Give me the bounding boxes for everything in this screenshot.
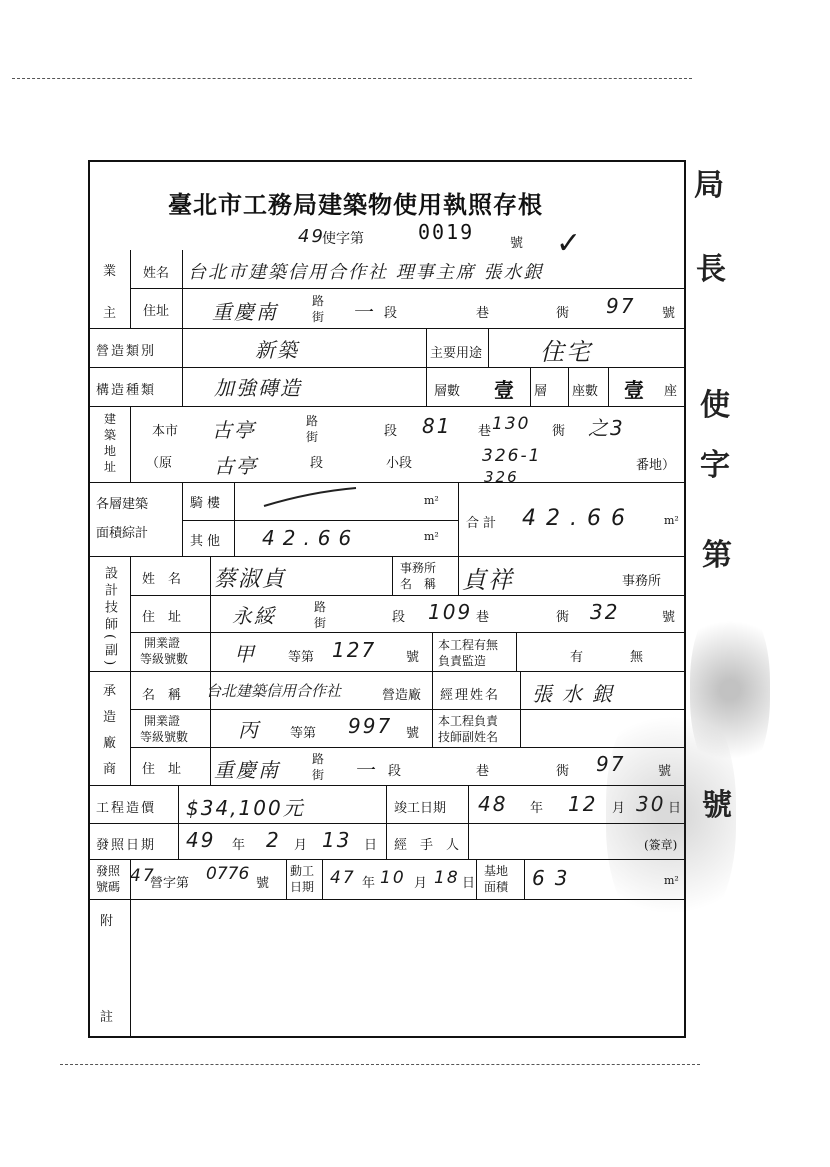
- designer-section-label: 設計技師(副): [102, 566, 117, 670]
- base-label-bottom: 面積: [484, 880, 509, 894]
- site-district-value: 古亭: [212, 418, 256, 442]
- tech-label-bottom: 技師副姓名: [438, 730, 499, 744]
- designer-lane-value: 109: [428, 600, 473, 624]
- contractor-name-label: 名 稱: [142, 688, 182, 703]
- issue-year-unit: 年: [232, 838, 246, 853]
- start-month: 10: [380, 868, 406, 888]
- side-text-4: 字: [700, 448, 730, 483]
- tech-label-top: 本工程負責: [438, 714, 499, 728]
- scan-edge-top: [12, 78, 692, 79]
- cost-value: $34,100元: [186, 796, 305, 820]
- build-permit-year: 47: [130, 866, 156, 886]
- site-road-top: 路: [306, 414, 319, 428]
- structure-label: 構造種類: [96, 383, 157, 398]
- notes-label-bottom: 註: [100, 1010, 114, 1025]
- start-day-unit: 日: [462, 876, 476, 891]
- owner-road-bottom: 街: [312, 310, 325, 324]
- designer-road-top: 路: [314, 600, 327, 614]
- issue-month-unit: 月: [294, 838, 308, 853]
- designer-road-bottom: 街: [314, 616, 327, 630]
- side-text-2: 長: [696, 252, 726, 287]
- site-lane-value: 81: [422, 414, 452, 438]
- designer-alley-unit: 衖: [556, 610, 570, 625]
- contractor-label-1: 承: [103, 684, 117, 699]
- category-label: 營造類別: [96, 344, 157, 359]
- contractor-label-4: 商: [103, 762, 117, 777]
- contractor-license-top: 開業證: [144, 714, 181, 728]
- designer-grade-value: 甲: [234, 642, 256, 666]
- notes-label-top: 附: [100, 914, 114, 929]
- build-permit-number: 0776: [206, 864, 250, 884]
- designer-grade-label: 等第: [288, 650, 315, 665]
- owner-section-unit: 段: [384, 306, 398, 321]
- site-orig-section-unit: 段: [310, 456, 324, 471]
- site-original-district: 古亭: [214, 454, 258, 478]
- other-value: 42.66: [262, 526, 360, 550]
- designer-section-unit: 段: [392, 610, 406, 625]
- designer-number-value: 32: [590, 600, 620, 624]
- owner-number-value: 97: [606, 294, 636, 318]
- cost-label: 工程造價: [96, 801, 157, 816]
- permit-year-handwritten: 49: [298, 226, 325, 247]
- build-permit-label-top: 發照: [96, 864, 121, 878]
- site-original-label: （原: [146, 456, 173, 471]
- site-lot-value: 326-1: [482, 446, 542, 466]
- area-label-top: 各層建築: [96, 497, 149, 512]
- side-text-5: 第: [702, 538, 732, 573]
- supervise-none: 無: [630, 650, 644, 665]
- seal-label: (簽章): [644, 838, 678, 852]
- count-value: 壹: [624, 378, 644, 402]
- area-label-bottom: 面積綜計: [96, 526, 149, 541]
- total-unit: m²: [664, 514, 679, 527]
- contractor-license-value: 997: [348, 714, 393, 738]
- owner-name-value: 台北市建築信用合作社 理事主席 張水銀: [188, 262, 544, 283]
- designer-name-value: 蔡淑貞: [214, 567, 287, 592]
- complete-day: 30: [636, 792, 666, 816]
- site-section-unit: 段: [384, 424, 398, 439]
- owner-road-top: 路: [312, 294, 325, 308]
- total-value: 42.66: [522, 506, 635, 531]
- other-unit: m²: [424, 530, 439, 543]
- arcade-unit: m²: [424, 494, 439, 507]
- main-use-label: 主要用途: [430, 346, 483, 361]
- issue-year: 49: [186, 828, 216, 852]
- office-label-top: 事務所: [400, 561, 437, 575]
- contractor-name-value: 台北建築信用合作社: [206, 682, 342, 700]
- supervise-has: 有: [570, 650, 584, 665]
- designer-license-top: 開業證: [144, 636, 181, 650]
- manager-value: 張水銀: [532, 682, 622, 706]
- start-day: 18: [434, 868, 460, 888]
- start-month-unit: 月: [414, 876, 428, 891]
- floors-value: 壹: [494, 378, 514, 402]
- main-use-value: 住宅: [540, 338, 592, 366]
- start-label-bottom: 日期: [290, 880, 315, 894]
- base-value: 63: [532, 866, 578, 890]
- side-text-1: 局: [694, 168, 724, 203]
- owner-number-unit: 號: [662, 306, 676, 321]
- site-number-value: 之3: [588, 416, 625, 440]
- contractor-grade-value: 丙: [238, 718, 260, 742]
- floors-unit: 層: [534, 384, 548, 399]
- site-lot-value-2: 326: [484, 468, 519, 486]
- designer-name-label: 姓 名: [142, 572, 182, 587]
- complete-year-unit: 年: [530, 801, 544, 816]
- site-label-3: 地: [104, 444, 117, 458]
- designer-address-value: 永綏: [232, 604, 276, 628]
- supervise-label-bottom: 負責監造: [438, 654, 487, 668]
- complete-month: 12: [568, 792, 598, 816]
- start-label-top: 動工: [290, 864, 315, 878]
- office-label-bottom: 名 稱: [400, 577, 437, 591]
- designer-lane-unit: 巷: [476, 610, 490, 625]
- site-lot-unit: 番地）: [636, 458, 676, 473]
- owner-label-top: 業: [103, 264, 117, 279]
- contractor-address-value: 重慶南: [214, 758, 280, 782]
- designer-address-label: 住 址: [142, 610, 182, 625]
- site-lane-unit: 巷: [478, 424, 492, 439]
- start-year: 47: [330, 868, 356, 888]
- permit-form-frame: [88, 160, 686, 1038]
- base-label-top: 基地: [484, 864, 509, 878]
- scan-edge-bottom: [60, 1064, 700, 1065]
- arcade-dash-mark: [260, 484, 360, 514]
- contractor-section-value: 一: [354, 758, 376, 782]
- owner-section-value: 一: [352, 300, 374, 324]
- count-unit: 座: [664, 384, 678, 399]
- site-alley-unit: 衖: [552, 424, 566, 439]
- build-permit-unit: 號: [256, 876, 270, 891]
- permit-number: 0019: [418, 220, 475, 244]
- office-suffix: 事務所: [622, 574, 662, 589]
- arcade-label: 騎樓: [190, 496, 225, 511]
- contractor-license-unit: 號: [406, 726, 420, 741]
- owner-alley-unit: 衖: [556, 306, 570, 321]
- ink-stamp-blotch-2: [690, 600, 770, 780]
- site-label-4: 址: [104, 460, 117, 474]
- site-label-1: 建: [104, 412, 117, 426]
- designer-number-unit: 號: [662, 610, 676, 625]
- designer-license-unit: 號: [406, 650, 420, 665]
- supervise-label-top: 本工程有無: [438, 638, 499, 652]
- total-label: 合計: [466, 516, 501, 531]
- owner-name-label: 姓名: [143, 266, 170, 281]
- owner-address-label: 住址: [143, 304, 170, 319]
- contractor-road-bottom: 街: [312, 768, 325, 782]
- contractor-address-label: 住 址: [142, 762, 182, 777]
- complete-day-unit: 日: [668, 801, 682, 816]
- page-title: 臺北市工務局建築物使用執照存根: [168, 190, 543, 219]
- contractor-license-bottom: 等級號數: [140, 730, 189, 744]
- base-unit: m²: [664, 874, 679, 887]
- permit-suffix: 號: [510, 236, 524, 251]
- owner-lane-unit: 巷: [476, 306, 490, 321]
- site-small-section-unit: 小段: [386, 456, 413, 471]
- manager-label: 經理姓名: [440, 688, 501, 703]
- contractor-lane-unit: 巷: [476, 764, 490, 779]
- designer-license-bottom: 等級號數: [140, 652, 189, 666]
- contractor-number-unit: 號: [658, 764, 672, 779]
- side-text-3: 使: [700, 388, 730, 423]
- owner-label-bottom: 主: [103, 306, 117, 321]
- contractor-number-value: 97: [596, 752, 626, 776]
- issue-label: 發照日期: [96, 838, 157, 853]
- site-road-bottom: 街: [306, 430, 319, 444]
- designer-license-value: 127: [332, 638, 377, 662]
- start-year-unit: 年: [362, 876, 376, 891]
- contractor-label-2: 造: [103, 710, 117, 725]
- count-label: 座數: [572, 384, 599, 399]
- issue-day: 13: [322, 828, 352, 852]
- contractor-section-unit: 段: [388, 764, 402, 779]
- other-label: 其他: [190, 534, 225, 549]
- build-permit-label-bottom: 號碼: [96, 880, 121, 894]
- owner-district-value: 重慶南: [212, 300, 278, 324]
- contractor-grade-label: 等第: [290, 726, 317, 741]
- category-value: 新築: [255, 338, 299, 362]
- complete-month-unit: 月: [612, 801, 626, 816]
- build-permit-prefix: 營字第: [150, 876, 190, 891]
- site-city-label: 本市: [152, 424, 179, 439]
- complete-year: 48: [478, 792, 508, 816]
- site-label-2: 築: [104, 428, 117, 442]
- structure-value: 加強磚造: [214, 376, 302, 400]
- issue-month: 2: [266, 828, 281, 852]
- handler-label: 經 手 人: [394, 838, 460, 853]
- office-value: 貞祥: [462, 566, 514, 594]
- contractor-label-3: 廠: [103, 736, 117, 751]
- floors-label: 層數: [434, 384, 461, 399]
- issue-day-unit: 日: [364, 838, 378, 853]
- site-alley-value: 130: [492, 414, 531, 434]
- contractor-name-suffix: 營造廠: [382, 688, 422, 703]
- permit-prefix-label: 使字第: [322, 231, 364, 247]
- complete-label: 竣工日期: [394, 801, 447, 816]
- contractor-alley-unit: 衖: [556, 764, 570, 779]
- contractor-road-top: 路: [312, 752, 325, 766]
- side-text-6: 號: [702, 788, 732, 823]
- check-mark-icon: ✓: [556, 226, 584, 261]
